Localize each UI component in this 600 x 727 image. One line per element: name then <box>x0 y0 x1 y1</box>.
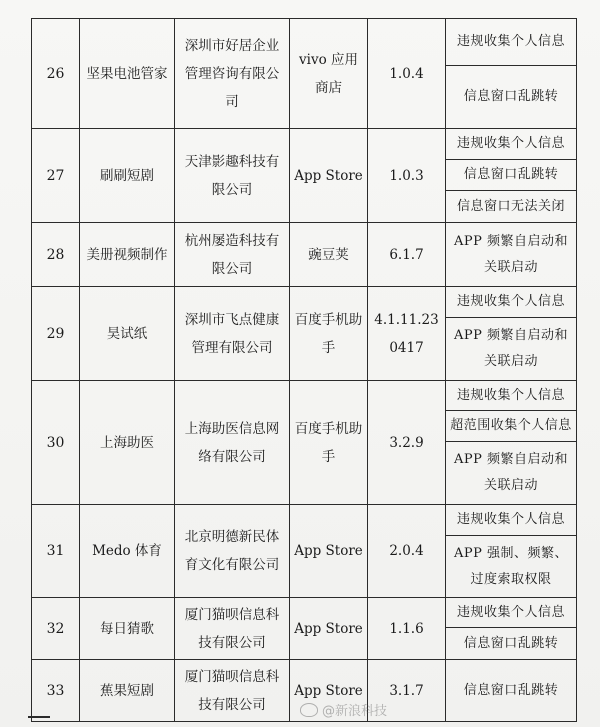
app-name: 昊试纸 <box>80 287 175 381</box>
app-store: App Store <box>290 129 368 223</box>
app-store: App Store <box>290 660 368 722</box>
issue-cell: 信息窗口乱跳转 <box>446 66 577 129</box>
app-violation-table <box>31 18 577 722</box>
issue-cell: 信息窗口乱跳转 <box>446 160 577 191</box>
company-name: 北京明德新民体育文化有限公司 <box>175 505 290 598</box>
table-row <box>32 129 577 160</box>
row-number: 30 <box>32 381 80 505</box>
issue-cell: APP 频繁自启动和关联启动 <box>446 318 577 381</box>
app-name: 坚果电池管家 <box>80 19 175 129</box>
app-version: 3.1.7 <box>368 660 446 722</box>
app-name: 每日猜歌 <box>80 598 175 660</box>
row-number: 27 <box>32 129 80 223</box>
app-version: 1.0.3 <box>368 129 446 223</box>
issue-cell: APP 频繁自启动和关联启动 <box>446 223 577 287</box>
row-number: 32 <box>32 598 80 660</box>
app-name: 上海助医 <box>80 381 175 505</box>
watermark-text: @新浪科技 <box>322 704 388 719</box>
app-version: 4.1.11.230417 <box>368 287 446 381</box>
table-row <box>32 287 577 318</box>
issue-cell: 违规收集个人信息 <box>446 129 577 160</box>
issue-cell: 违规收集个人信息 <box>446 381 577 411</box>
company-name: 杭州屡造科技有限公司 <box>175 223 290 287</box>
table-row <box>32 505 577 536</box>
issue-cell: 违规收集个人信息 <box>446 598 577 628</box>
app-name: Medo 体育 <box>80 505 175 598</box>
table-row <box>32 598 577 628</box>
app-store: App Store <box>290 505 368 598</box>
company-name: 深圳市飞点健康管理有限公司 <box>175 287 290 381</box>
row-number: 26 <box>32 19 80 129</box>
issue-cell: 超范围收集个人信息 <box>446 411 577 442</box>
row-number: 29 <box>32 287 80 381</box>
app-store: 豌豆荚 <box>290 223 368 287</box>
table-row <box>32 19 577 66</box>
row-number: 28 <box>32 223 80 287</box>
app-store: 百度手机助手 <box>290 287 368 381</box>
issue-cell: APP 强制、频繁、过度索取权限 <box>446 536 577 598</box>
table-row <box>32 381 577 411</box>
app-name: 蕉果短剧 <box>80 660 175 722</box>
company-name: 天津影趣科技有限公司 <box>175 129 290 223</box>
app-version: 6.1.7 <box>368 223 446 287</box>
app-store: 百度手机助手 <box>290 381 368 505</box>
row-number: 33 <box>32 660 80 722</box>
company-name: 厦门猫呗信息科技有限公司 <box>175 598 290 660</box>
issue-cell: APP 频繁自启动和关联启动 <box>446 442 577 505</box>
issue-cell: 违规收集个人信息 <box>446 287 577 318</box>
issue-cell: 违规收集个人信息 <box>446 19 577 66</box>
issue-cell: 信息窗口乱跳转 <box>446 660 577 722</box>
company-name: 厦门猫呗信息科技有限公司 <box>175 660 290 722</box>
app-name: 刷刷短剧 <box>80 129 175 223</box>
app-version: 3.2.9 <box>368 381 446 505</box>
app-store: vivo 应用商店 <box>290 19 368 129</box>
issue-cell: 信息窗口无法关闭 <box>446 191 577 223</box>
app-version: 2.0.4 <box>368 505 446 598</box>
table-row <box>32 223 577 287</box>
app-version: 1.1.6 <box>368 598 446 660</box>
issue-cell: 违规收集个人信息 <box>446 505 577 536</box>
app-store: App Store <box>290 598 368 660</box>
row-number: 31 <box>32 505 80 598</box>
company-name: 深圳市好居企业管理咨询有限公司 <box>175 19 290 129</box>
page-footer-rule <box>28 716 50 718</box>
company-name: 上海助医信息网络有限公司 <box>175 381 290 505</box>
watermark <box>300 700 387 719</box>
app-name: 美册视频制作 <box>80 223 175 287</box>
weibo-logo-icon <box>300 703 318 717</box>
issue-cell: 信息窗口乱跳转 <box>446 628 577 660</box>
app-version: 1.0.4 <box>368 19 446 129</box>
